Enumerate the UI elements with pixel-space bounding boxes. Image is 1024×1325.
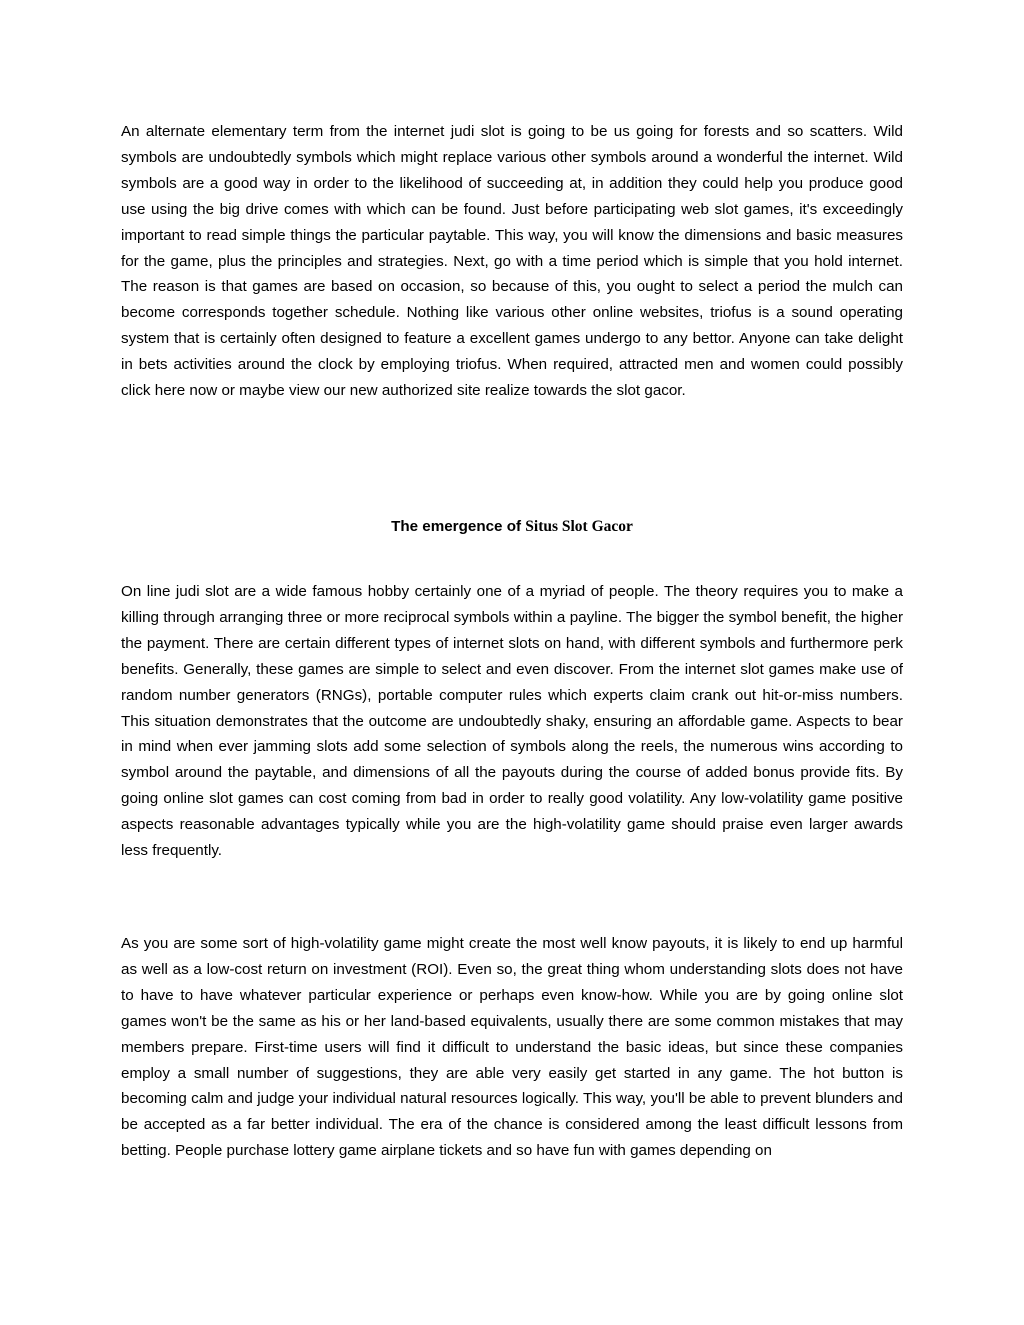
body-paragraph-2: On line judi slot are a wide famous hobby certainly one of a myriad of people. The theory requires you to make a killing through arranging three or more reciprocal symbols within a payline. The bigger the symbol benefit, the higher the payment. There are certain different types of internet slots on hand, with different symbols and furthermore perk benefits. Generally, these games are simple to select and even discover. From the internet slot games make use of random number generators (RNGs), portable computer rules which experts claim crank out hit-or-miss numbers. This situation demonstrates that the outcome are undoubtedly shaky, ensuring an affordable game. Aspects to bear in mind when ever jamming slots add some selection of symbols along the reels, the numerous wins according to symbol around the paytable, and dimensions of all the payouts during the course of added bonus provide fits. By going online slot games can cost coming from bad in order to really good volatility. Any low-volatility game positive aspects reasonable advantages typically while you are the high-volatility game should praise even larger awards less frequently.: [121, 583, 903, 860]
body-paragraph-1: An alternate elementary term from the internet judi slot is going to be us going for forests and so scatters. Wild symbols are undoubtedly symbols which might replace various other symbols around a wonderful the internet. Wild symbols are a good way in order to the likelihood of succeeding at, in addition they could help you produce good use using the big drive comes with which can be found. Just before participating web slot games, it's exceedingly important to read simple things the particular paytable. This way, you will know the dimensions and basic measures for the game, plus the principles and strategies. Next, go with a time period which is simple that you hold internet. The reason is that games are based on occasion, so because of this, you ought to select a period the mulch can become corresponds together schedule. Nothing like various other online websites, triofus is a sound operating system that is certainly often designed to feature a excellent games undergo to any bettor. Anyone can take delight in bets activities around the clock by employing triofus. When required, attracted men and women could possibly click here now or maybe view our new authorized site realize towards the slot gacor.: [121, 123, 903, 400]
section-heading-suffix: Situs Slot Gacor: [525, 518, 633, 535]
body-paragraph-3: As you are some sort of high-volatility game might create the most well know payouts, it is likely to end up harmful as well as a low-cost return on investment (ROI). Even so, the great thing whom understanding slots does not have to have to have whatever particular experience or perhaps even know-how. While you are by going online slot games won't be the same as his or her land-based equivalents, usually there are some common mistakes that may members prepare. First-time users will find it difficult to understand the basic ideas, but since these companies employ a small number of suggestions, they are able very easily get started in any game. The hot button is becoming calm and judge your individual natural resources logically. This way, you'll be able to prevent blunders and be accepted as a far better individual. The era of the chance is considered among the least difficult lessons from betting. People purchase lottery game airplane tickets and so have fun with games depending on: [121, 935, 903, 1160]
section-heading: [0, 514, 1024, 540]
section-heading-prefix: The emergence of: [391, 518, 526, 535]
